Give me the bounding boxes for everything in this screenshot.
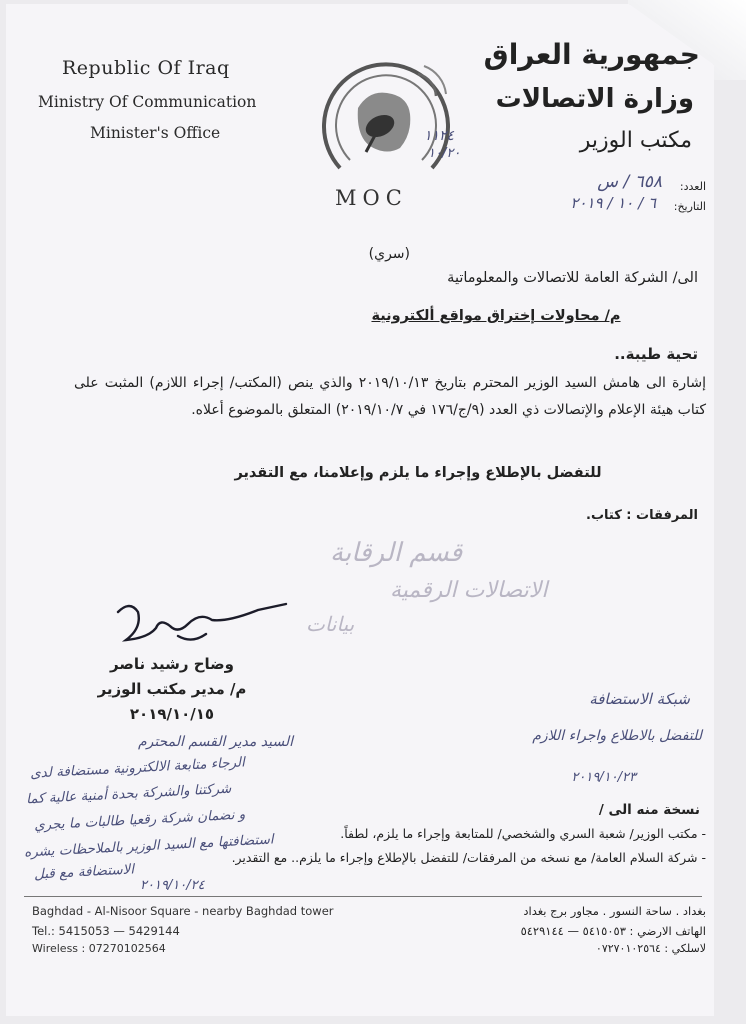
signatory-name: وضاح رشيد ناصر <box>110 655 234 673</box>
body-paragraph: إشارة الى هامش السيد الوزير المحترم بتاريخ ٢٠١٩/١٠/١٣ والذي ينص (المكتب/ إجراء اللازم) المثبت على كتاب هيئة الإعلام والإتصالات ذي العدد (٩/ج/١٧٦ في ٢٠١٩/١٠/٧) المتعلق بالموضوع أعلاه. <box>74 375 706 418</box>
date-label: التاريخ: <box>673 200 706 213</box>
signatory-title: م/ مدير مكتب الوزير <box>97 680 247 698</box>
logo-handwritten-ref: ١١٢٤ <box>424 128 455 144</box>
header-ministry-ar: وزارة الاتصالات <box>495 84 694 114</box>
note-left-line: و نضمان شركة رقعيا طالبات ما يجري <box>33 806 246 834</box>
footer-divider <box>24 896 702 897</box>
header-office-ar: مكتب الوزير <box>579 128 692 153</box>
subject: م/ محاولات إختراق مواقع ألكترونية <box>371 308 621 324</box>
header-office-en: Minister's Office <box>90 124 221 142</box>
copy-item: - شركة السلام العامة/ مع نسخه من المرفقات/ للتفضل بالإطلاع وإجراء ما يلزم.. مع التقدير. <box>231 850 706 865</box>
stamp-line-3: بيانات <box>306 612 355 636</box>
signature-date: ٢٠١٩/١٠/١٥ <box>129 705 215 723</box>
header-country-en: Republic Of Iraq <box>62 57 230 79</box>
header-country-ar: جمهورية العراق <box>483 38 700 71</box>
header-ministry-en: Ministry Of Communication <box>38 93 257 111</box>
copy-item: - مكتب الوزير/ شعبة السري والشخصي/ للمتابعة وإجراء ما يلزم، لطفاً. <box>340 826 706 841</box>
note-left-line: الاستضافة مع قبل <box>33 861 135 883</box>
recipient: الى/ الشركة العامة للاتصالات والمعلوماتية <box>447 270 698 286</box>
number-label: العدد: <box>679 180 706 193</box>
signature-mark <box>108 598 298 654</box>
note-right-date: ٢٠١٩/١٠/٢٣ <box>571 770 636 785</box>
stamp-line-1: قسم الرقابة <box>330 538 463 568</box>
note-left-line: استضافتها مع السيد الوزير بالملاحظات يشره <box>23 831 274 861</box>
classification: (سري) <box>368 246 410 262</box>
logo-text: MOC <box>335 186 408 210</box>
attachments-label: المرفقات : كتاب. <box>586 508 698 523</box>
closing-line: للتفضل بالإطلاع وإجراء ما يلزم وإعلامنا، مع التقدير <box>234 465 602 481</box>
number-value: ٦٥٨ / س <box>597 172 662 192</box>
note-left-date: ٢٠١٩/١٠/٢٤ <box>140 878 205 893</box>
copies-label: نسخة منه الى / <box>598 802 700 818</box>
footer-wireless-ar: لاسلكي : ٠٧٢٧٠١٠٢٥٦٤ <box>595 942 706 955</box>
footer-tel-ar: الهاتف الارضي : ٥٤١٥٠٥٣ — ٥٤٢٩١٤٤ <box>520 924 706 938</box>
footer-tel-en: Tel.: 5415053 — 5429144 <box>32 924 180 938</box>
stamp-line-2: الاتصالات الرقمية <box>390 578 548 603</box>
footer-wireless-en: Wireless : 07270102564 <box>32 942 166 955</box>
date-value: ٦ / ١٠ / ٢٠١٩ <box>570 194 656 212</box>
note-right-instruction: للتفضل بالاطلاع واجراء اللازم <box>532 728 702 744</box>
note-left-line: شركتنا والشركة بحدة أمنية عالية كما <box>25 780 232 808</box>
footer-address-en: Baghdad - Al-Nisoor Square - nearby Baghdad tower <box>32 904 334 918</box>
note-left-line: الرجاء متابعة الالكترونية مستضافة لدى <box>29 754 246 782</box>
footer-address-ar: بغداد . ساحة النسور . مجاور برج بغداد <box>523 904 706 918</box>
note-right-header: شبكة الاستضافة <box>589 690 690 708</box>
note-left-addressee: السيد مدير القسم المحترم <box>138 734 293 750</box>
logo-handwritten-date: ١٠/٢٠ <box>428 146 461 161</box>
greeting: تحية طيبة.. <box>614 345 698 363</box>
